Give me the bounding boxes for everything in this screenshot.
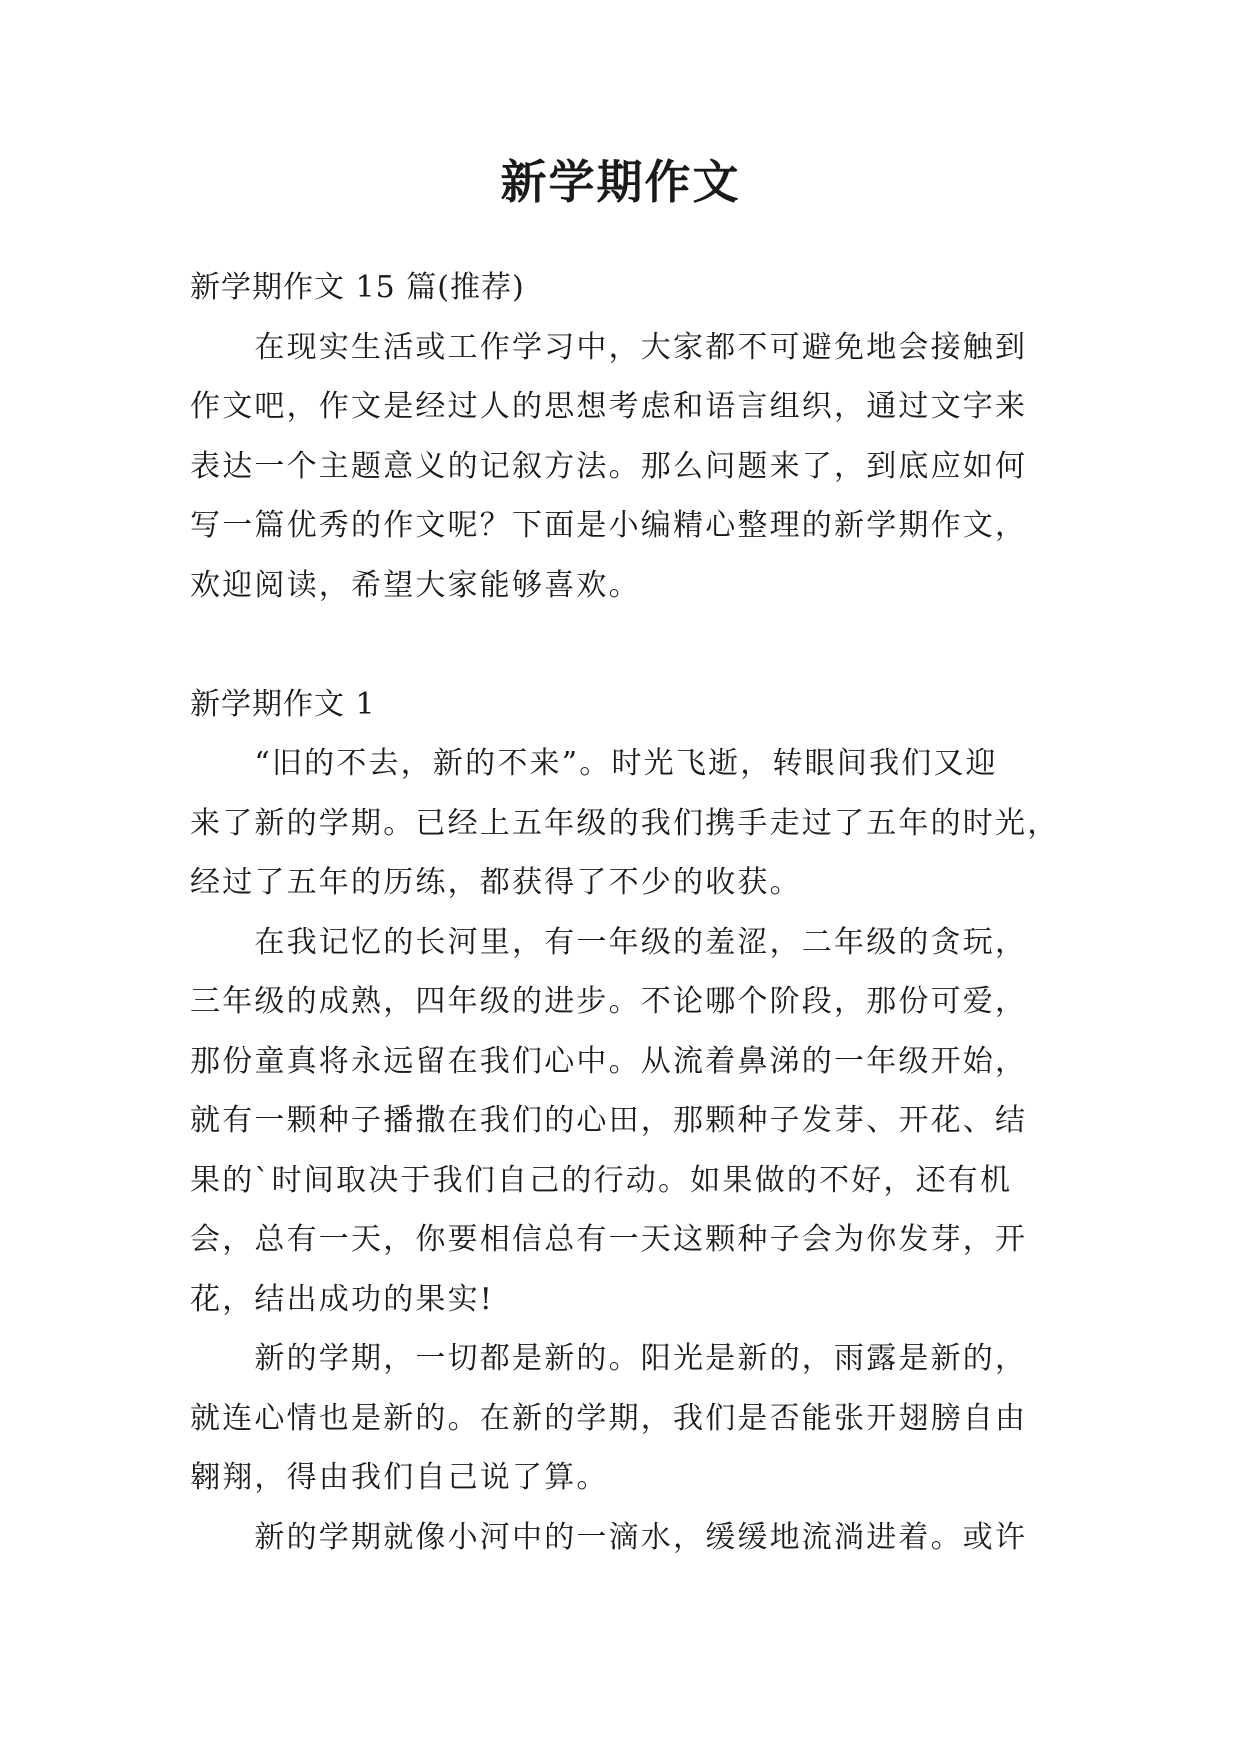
essay-1-line: 翱翔，得由我们自己说了算。 xyxy=(190,1460,609,1495)
section-gap xyxy=(190,615,1054,675)
intro-heading: 新学期作文 15 篇(推荐) xyxy=(190,270,525,305)
essay-1-heading: 新学期作文 1 xyxy=(190,686,376,722)
essay-1-line: 三年级的成熟，四年级的进步。不论哪个阶段，那份可爱， xyxy=(190,984,1028,1019)
intro-line: 写一篇优秀的作文呢？下面是小编精心整理的新学期作文， xyxy=(190,508,1028,543)
essay-1-line: 就连心情也是新的。在新的学期，我们是否能张开翅膀自由 xyxy=(190,1400,1028,1436)
intro-line: 作文吧，作文是经过人的思想考虑和语言组织，通过文字来 xyxy=(190,389,1028,424)
essay-1-line: 那份童真将永远留在我们心中。从流着鼻涕的一年级开始， xyxy=(190,1043,1028,1079)
essay-1-line: 就有一颗种子播撒在我们的心田，那颗种子发芽、开花、结 xyxy=(190,1103,1028,1138)
essay-1-line: 新的学期就像小河中的一滴水，缓缓地流淌进着。或许 xyxy=(190,1519,1028,1555)
essay-1-line: 花，结出成功的果实! xyxy=(190,1281,495,1317)
document-title: 新学期作文 xyxy=(500,155,741,209)
essay-1-line: 在我记忆的长河里，有一年级的羞涩，二年级的贪玩， xyxy=(190,924,1028,960)
essay-1-line: 新的学期，一切都是新的。阳光是新的，雨露是新的， xyxy=(190,1341,1028,1376)
document-body xyxy=(190,258,1060,1567)
essay-1-line: 会，总有一天，你要相信总有一天这颗种子会为你发芽，开 xyxy=(190,1222,1028,1257)
essay-1-line: 果的`时间取决于我们自己的行动。如果做的不好，还有机 xyxy=(190,1162,1013,1198)
essay-1-line: 来了新的学期。已经上五年级的我们携手走过了五年的时光， xyxy=(190,805,1060,841)
intro-line: 在现实生活或工作学习中，大家都不可避免地会接触到 xyxy=(190,329,1028,365)
essay-1-line: “旧的不去，新的不来”。时光飞逝，转眼间我们又迎 xyxy=(190,746,998,781)
intro-line: 表达一个主题意义的记叙方法。那么问题来了，到底应如何 xyxy=(190,448,1028,484)
essay-1-line: 经过了五年的历练，都获得了不少的收获。 xyxy=(190,865,802,900)
intro-line: 欢迎阅读，希望大家能够喜欢。 xyxy=(190,567,641,603)
